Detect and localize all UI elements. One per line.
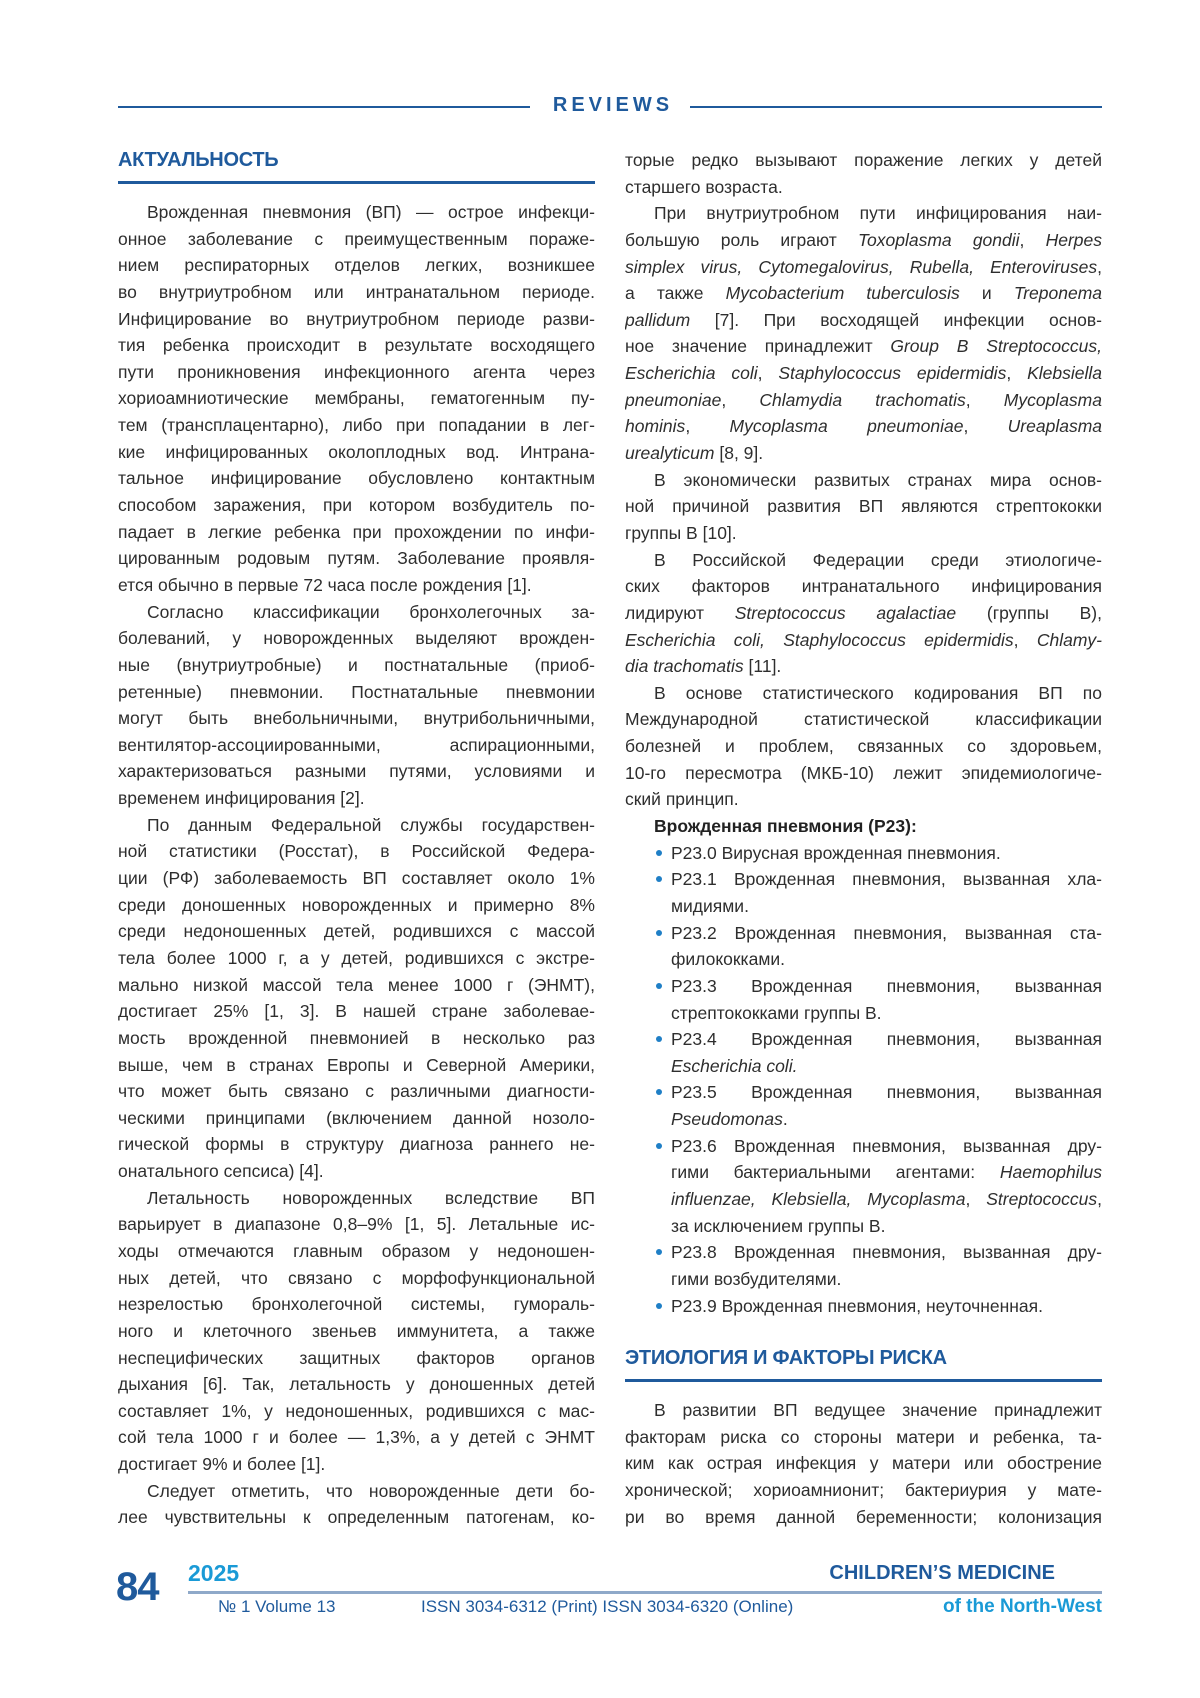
left-body-text [118,199,595,1531]
text-line: P23.8 Врожденная пневмония, вызванная дру- [671,1239,1102,1266]
list-item [625,1239,1102,1292]
text-line: В Российской Федерации среди этиологиче- [625,547,1102,574]
latin-term: Treponema [1014,283,1102,303]
journal-subtitle: of the North-West [943,1596,1102,1618]
bullet-icon [656,1303,662,1309]
latin-term: Mycoplasma [1004,390,1102,410]
footer-volume: № 1 Volume 13 [218,1597,335,1617]
bullet-icon [656,850,662,856]
text-line: dia trachomatis [11]. [625,653,1102,680]
text-line: пути проникновения инфекционного агента через [118,359,595,386]
latin-term: hominis [625,416,685,436]
latin-term: urealyticum [625,443,714,463]
text-line: за исключением группы В. [671,1213,1102,1240]
text-line: ческими принципами (включением данной нозоло- [118,1105,595,1132]
paragraph [118,1478,595,1531]
paragraph [625,467,1102,547]
footer-issn: ISSN 3034-6312 (Print) ISSN 3034-6320 (Online) [421,1597,793,1617]
paragraph [118,1185,595,1478]
latin-term: Haemophilus [1000,1162,1102,1182]
bullet-icon [656,876,662,882]
text-line: ных детей, что связано с морфофункциональной [118,1265,595,1292]
header-rule-left [118,106,530,108]
list-item [625,1026,1102,1079]
text-line: 10-го пересмотра (МКБ-10) лежит эпидемиологиче- [625,760,1102,787]
text-line: нием респираторных отделов легких, возникшее [118,252,595,279]
text-line: характеризоваться разными путями, условиями и [118,758,595,785]
latin-term: Escherichia coli. [671,1056,797,1076]
bullet-icon [656,1089,662,1095]
text-line: Escherichia coli, Staphylococcus epidermidis, Klebsiella [625,360,1102,387]
list-item [625,1079,1102,1132]
text-line: pneumoniae, Chlamydia trachomatis, Mycoplasma [625,387,1102,414]
latin-term: Escherichia coli [625,363,758,383]
text-line: Escherichia coli, Staphylococcus epidermidis, Chlamy- [625,627,1102,654]
text-line: хориоамниотические мембраны, гематогенным пу- [118,385,595,412]
latin-term: Staphylococcus epidermidis [778,363,1006,383]
text-line: что может быть связано с различными диагности- [118,1078,595,1105]
text-line: ким как острая инфекция у матери или обострение [625,1450,1102,1477]
text-line: ные (внутриутробные) и постнатальные (приоб- [118,652,595,679]
list-item [625,920,1102,973]
latin-term: Pseudomonas [671,1109,783,1129]
text-line: тем (трансплацентарно), либо при попадании в лег- [118,412,595,439]
text-line: Инфицирование во внутриутробном периоде разви- [118,306,595,333]
text-line: P23.2 Врожденная пневмония, вызванная ста- [671,920,1102,947]
text-line: По данным Федеральной службы государствен- [118,812,595,839]
text-line: достигает 25% [1, 3]. В нашей стране заболевае- [118,998,595,1025]
footer-year: 2025 [188,1560,239,1587]
text-line: большую роль играют Toxoplasma gondii, Herpes [625,227,1102,254]
bullet-icon [656,1036,662,1042]
text-line: онное заболевание с преимущественным пораже- [118,226,595,253]
list-heading: Врожденная пневмония (P23): [625,813,1102,840]
text-line: ется обычно в первые 72 часа после рождения [1]. [118,572,595,599]
text-line: гими возбудителями. [671,1266,1102,1293]
text-line: вентилятор-ассоциированными, аспирационными, [118,732,595,759]
text-line: незрелостью бронхолегочной системы, гумораль- [118,1291,595,1318]
text-line: выше, чем в странах Европы и Северной Америки, [118,1052,595,1079]
text-line: лее чувствительны к определенным патогенам, ко- [118,1504,595,1531]
latin-term: Escherichia coli, Staphylococcus epidermidis [625,630,1014,650]
bullet-icon [656,1143,662,1149]
right-body-text [625,147,1102,813]
text-line: хронической; хориоамнионит; бактериурия у мате- [625,1477,1102,1504]
text-line: тия ребенка происходит в результате восходящего [118,332,595,359]
text-line: ходы отмечаются главным образом у недоношен- [118,1238,595,1265]
list-item [625,1133,1102,1240]
paragraph [118,812,595,1185]
latin-term: Ureaplasma [1008,416,1102,436]
latin-term: Klebsiella [1027,363,1102,383]
text-line: мидиями. [671,893,1102,920]
latin-term: simplex virus, Cytomegalovirus, Rubella, Enteroviruses [625,257,1097,277]
latin-term: Mycoplasma pneumoniae [730,416,964,436]
text-line: ное значение принадлежит Group B Streptococcus, [625,333,1102,360]
latin-term: dia trachomatis [625,656,744,676]
text-line: В экономически развитых странах мира основ- [625,467,1102,494]
text-line: P23.0 Вирусная врожденная пневмония. [671,840,1102,867]
text-line: болезней и проблем, связанных со здоровьем, [625,733,1102,760]
text-line: P23.9 Врожденная пневмония, неуточненная. [671,1293,1102,1320]
text-line: P23.3 Врожденная пневмония, вызванная [671,973,1102,1000]
text-line: P23.5 Врожденная пневмония, вызванная [671,1079,1102,1106]
text-line: варьирует в диапазоне 0,8–9% [1, 5]. Летальные ис- [118,1211,595,1238]
text-line: Согласно классификации бронхолегочных за- [118,599,595,626]
text-line: среди недоношенных детей, родившихся с массой [118,918,595,945]
left-column [118,147,595,1531]
text-line: болеваний, у новорожденных выделяют врожден- [118,625,595,652]
text-line: Летальность новорожденных вследствие ВП [118,1185,595,1212]
text-line: pallidum [7]. При восходящей инфекции основ- [625,307,1102,334]
text-line: гими бактериальными агентами: Haemophilus [671,1159,1102,1186]
paragraph [625,1397,1102,1530]
text-line: ских факторов интранатального инфицирования [625,573,1102,600]
text-line: мость врожденной пневмонией в несколько раз [118,1025,595,1052]
text-line: P23.4 Врожденная пневмония, вызванная [671,1026,1102,1053]
latin-term: Chlamy- [1037,630,1102,650]
text-line: В развитии ВП ведущее значение принадлежит [625,1397,1102,1424]
text-line: торые редко вызывают поражение легких у детей [625,147,1102,174]
text-line: P23.6 Врожденная пневмония, вызванная дру- [671,1133,1102,1160]
text-line: старшего возраста. [625,174,1102,201]
section-label: REVIEWS [548,94,678,117]
list-item [625,973,1102,1026]
text-line: ции (РФ) заболеваемость ВП составляет около 1% [118,865,595,892]
text-line: hominis, Mycoplasma pneumoniae, Ureaplasma [625,413,1102,440]
latin-term: Chlamydia trachomatis [759,390,965,410]
text-line: ри во время данной беременности; колонизация [625,1504,1102,1531]
text-line: цированным родовым путям. Заболевание проявля- [118,545,595,572]
latin-term: pneumoniae [625,390,721,410]
text-line [671,1053,1102,1080]
text-line: во внутриутробном или интранатальном периоде. [118,279,595,306]
etiology-body-text [625,1397,1102,1530]
latin-term: pallidum [625,310,690,330]
text-line: influenzae, Klebsiella, Mycoplasma, Streptococcus, [671,1186,1102,1213]
section-heading-relevance: АКТУАЛЬНОСТЬ [118,147,595,184]
journal-title: CHILDREN’S MEDICINE [829,1562,1055,1585]
text-line: падает в легкие ребенка при прохождении по инфи- [118,519,595,546]
bullet-icon [656,983,662,989]
text-line: тела более 1000 г, а у детей, родившихся с экстре- [118,945,595,972]
list-item [625,840,1102,867]
section-heading-etiology: ЭТИОЛОГИЯ И ФАКТОРЫ РИСКА [625,1345,1102,1382]
text-line: факторам риска со стороны матери и ребенка, та- [625,1424,1102,1451]
text-line: временем инфицирования [2]. [118,785,595,812]
page-number: 84 [116,1565,159,1610]
text-line: составляет 1%, у недоношенных, родившихся с мас- [118,1398,595,1425]
paragraph [118,599,595,812]
text-line: Международной статистической классификации [625,706,1102,733]
text-line: дыхания [6]. Так, летальность у доношенных детей [118,1371,595,1398]
text-line: стрептококками группы В. [671,1000,1102,1027]
text-line: группы В [10]. [625,520,1102,547]
text-line: мально низкой массой тела менее 1000 г (ЭНМТ), [118,972,595,999]
latin-term: Streptococcus [986,1189,1097,1209]
right-column [625,147,1102,1530]
text-line: Pseudomonas. [671,1106,1102,1133]
text-line: могут быть внебольничными, внутрибольничными, [118,705,595,732]
paragraph [625,680,1102,813]
paragraph [625,200,1102,466]
icd-code-list [625,840,1102,1320]
text-line: При внутриутробном пути инфицирования наи- [625,200,1102,227]
text-line: неспецифических защитных факторов органов [118,1345,595,1372]
text-line: онатального сепсиса) [4]. [118,1158,595,1185]
bullet-icon [656,930,662,936]
latin-term: Streptococcus agalactiae [735,603,956,623]
paragraph [118,199,595,599]
text-line: simplex virus, Cytomegalovirus, Rubella, Enteroviruses, [625,254,1102,281]
paragraph [625,147,1102,200]
text-line: способом заражения, при котором возбудитель по- [118,492,595,519]
text-line: ной статистики (Росстат), в Российской Федера- [118,838,595,865]
text-line: а также Mycobacterium tuberculosis и Treponema [625,280,1102,307]
text-line: ретенные) пневмонии. Постнатальные пневмонии [118,679,595,706]
text-line: лидируют Streptococcus agalactiae (группы В), [625,600,1102,627]
text-line: Врожденная пневмония (ВП) — острое инфекци- [118,199,595,226]
text-line: Следует отметить, что новорожденные дети бо- [118,1478,595,1505]
text-line: филококками. [671,946,1102,973]
text-line: В основе статистического кодирования ВП по [625,680,1102,707]
header-rule-right [690,106,1102,108]
text-line: ной причиной развития ВП являются стрептококки [625,493,1102,520]
latin-term: Group B Streptococcus, [890,336,1102,356]
text-line: ский принцип. [625,786,1102,813]
latin-term: Herpes [1046,230,1102,250]
text-line: гической формы в структуру диагноза раннего не- [118,1131,595,1158]
text-line: достигает 9% и более [1]. [118,1451,595,1478]
latin-term: influenzae, Klebsiella, Mycoplasma [671,1189,965,1209]
latin-term: Mycobacterium tuberculosis [726,283,960,303]
text-line: ного и клеточного звеньев иммунитета, а также [118,1318,595,1345]
text-line: кие инфицированных околоплодных вод. Интрана- [118,439,595,466]
bullet-icon [656,1249,662,1255]
list-item [625,1293,1102,1320]
latin-term: Toxoplasma gondii [858,230,1020,250]
text-line: сой тела 1000 г и более — 1,3%, а у детей с ЭНМТ [118,1424,595,1451]
paragraph [625,547,1102,680]
text-line: P23.1 Врожденная пневмония, вызванная хла- [671,866,1102,893]
footer-rule [188,1591,1102,1594]
text-line: тальное инфицирование обусловлено контактным [118,465,595,492]
list-item [625,866,1102,919]
text-line: urealyticum [8, 9]. [625,440,1102,467]
text-line: среди доношенных новорожденных и примерно 8% [118,892,595,919]
